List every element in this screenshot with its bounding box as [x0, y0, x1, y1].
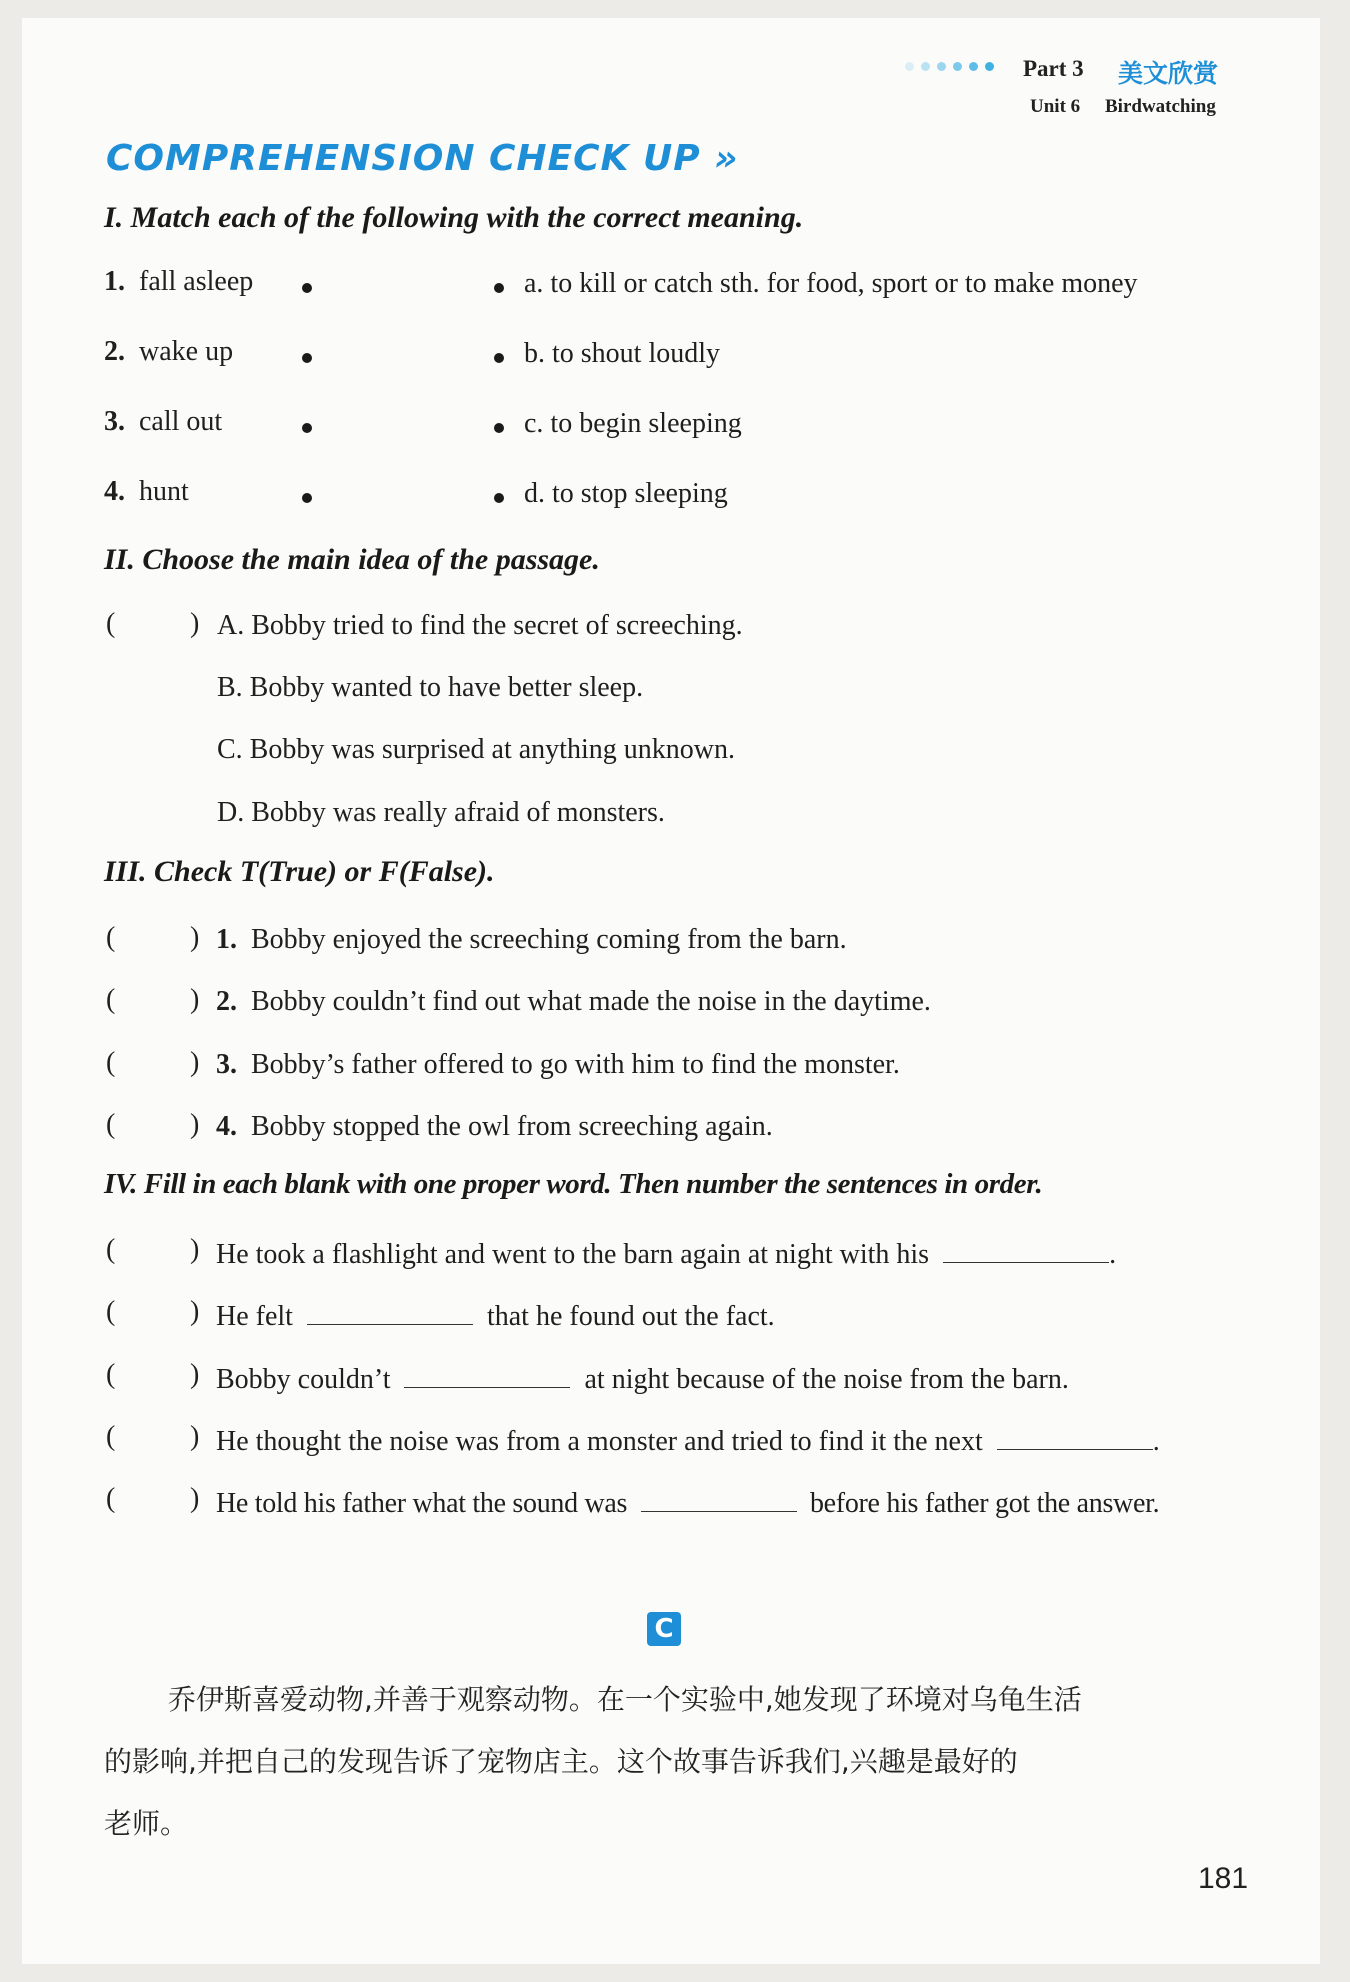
answer-paren-open[interactable]: ( [106, 984, 116, 1015]
answer-paren-close[interactable]: ) [190, 1047, 200, 1078]
match-dot-left[interactable] [302, 493, 312, 503]
answer-paren-close[interactable]: ) [190, 1109, 200, 1140]
fill-sentence: He took a flashlight and went to the barn again at night with his . [216, 1236, 1116, 1271]
fill-blank[interactable] [943, 1236, 1109, 1263]
match-meaning: b. to shout loudly [524, 338, 721, 369]
answer-paren-close[interactable]: ) [190, 1421, 200, 1452]
match-dot-left[interactable] [302, 423, 312, 433]
fill-blank[interactable] [404, 1361, 570, 1388]
answer-paren-close[interactable]: ) [190, 922, 200, 953]
fill-sentence: He felt that he found out the fact. [216, 1298, 775, 1333]
part-chinese-title: 美文欣赏 [1118, 59, 1219, 88]
answer-paren-close[interactable]: ) [190, 608, 200, 639]
answer-paren-open[interactable]: ( [106, 1047, 116, 1078]
section4-heading: IV. Fill in each blank with one proper word. Then number the sentences in order. [104, 1168, 1043, 1200]
option-d: D. Bobby was really afraid of monsters. [217, 797, 665, 828]
answer-paren-close[interactable]: ) [190, 1296, 200, 1327]
tf-item: 2. Bobby couldn’t find out what made the noise in the daytime. [216, 986, 931, 1017]
match-dot-left[interactable] [302, 353, 312, 363]
answer-paren-close[interactable]: ) [190, 1234, 200, 1265]
answer-paren-open[interactable]: ( [106, 1109, 116, 1140]
fill-sentence: He thought the noise was from a monster and tried to find it the next . [216, 1423, 1160, 1458]
match-item: 2. wake up [104, 336, 234, 367]
match-dot-left[interactable] [302, 283, 312, 293]
fill-blank[interactable] [997, 1423, 1153, 1450]
section-title: COMPREHENSION CHECK UP » [106, 138, 739, 179]
fill-sentence: Bobby couldn’t at night because of the noise from the barn. [216, 1361, 1069, 1396]
answer-paren-open[interactable]: ( [106, 608, 116, 639]
part-label: Part 3 [1023, 56, 1084, 81]
answer-paren-open[interactable]: ( [106, 1483, 116, 1514]
fill-blank[interactable] [307, 1298, 473, 1325]
answer-paren-open[interactable]: ( [106, 922, 116, 953]
tf-item: 3. Bobby’s father offered to go with him to find the monster. [216, 1049, 900, 1080]
answer-paren-open[interactable]: ( [106, 1421, 116, 1452]
tf-item: 1. Bobby enjoyed the screeching coming from the barn. [216, 924, 847, 955]
match-meaning: a. to kill or catch sth. for food, sport or to make money [524, 268, 1138, 299]
tf-item: 4. Bobby stopped the owl from screeching again. [216, 1111, 773, 1142]
match-item: 4. hunt [104, 476, 189, 507]
answer-paren-open[interactable]: ( [106, 1359, 116, 1390]
fill-blank[interactable] [641, 1485, 797, 1512]
match-dot-right[interactable] [494, 353, 504, 363]
section3-heading: III. Check T(True) or F(False). [104, 855, 495, 888]
option-c: C. Bobby was surprised at anything unknown. [217, 734, 735, 765]
match-meaning: c. to begin sleeping [524, 408, 742, 439]
chinese-summary-line: 乔伊斯喜爱动物,并善于观察动物。在一个实验中,她发现了环境对乌龟生活 [168, 1683, 1082, 1716]
option-a: A. Bobby tried to find the secret of screeching. [217, 610, 743, 641]
fill-sentence: He told his father what the sound was before his father got the answer. [216, 1485, 1159, 1520]
answer-paren-open[interactable]: ( [106, 1234, 116, 1265]
answer-paren-close[interactable]: ) [190, 984, 200, 1015]
section1-heading: I. Match each of the following with the correct meaning. [104, 201, 804, 234]
section2-heading: II. Choose the main idea of the passage. [104, 543, 600, 576]
answer-paren-open[interactable]: ( [106, 1296, 116, 1327]
decorative-dots [905, 62, 994, 71]
match-item: 3. call out [104, 406, 223, 437]
chinese-summary-line: 的影响,并把自己的发现告诉了宠物店主。这个故事告诉我们,兴趣是最好的 [104, 1745, 1018, 1778]
section-c-badge: C [647, 1612, 681, 1646]
answer-paren-close[interactable]: ) [190, 1483, 200, 1514]
match-meaning: d. to stop sleeping [524, 478, 728, 509]
match-dot-right[interactable] [494, 423, 504, 433]
answer-paren-close[interactable]: ) [190, 1359, 200, 1390]
match-item: 1. fall asleep [104, 266, 254, 297]
unit-label: Unit 6 [1030, 96, 1081, 117]
unit-title: Birdwatching [1105, 96, 1216, 117]
chinese-summary-line: 老师。 [104, 1807, 189, 1840]
match-dot-right[interactable] [494, 283, 504, 293]
option-b: B. Bobby wanted to have better sleep. [217, 672, 644, 703]
page-number: 181 [1198, 1862, 1249, 1895]
match-dot-right[interactable] [494, 493, 504, 503]
